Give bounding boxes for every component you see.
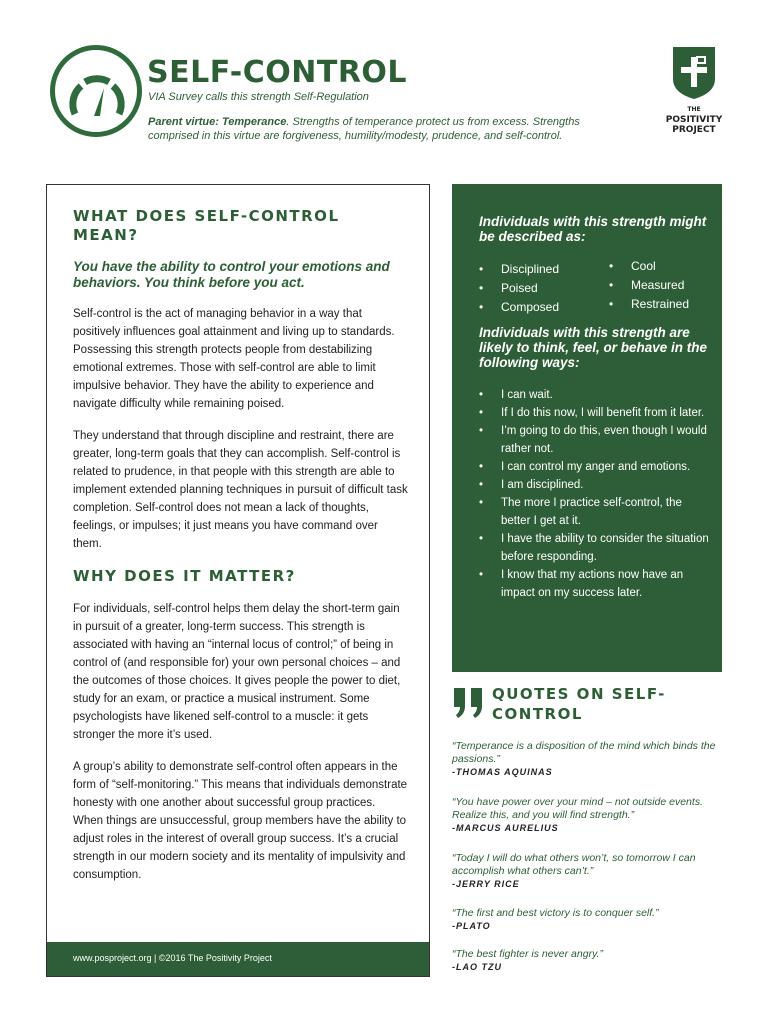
positivity-project-logo [650,45,738,135]
list-item: • Cool [609,257,689,276]
described-heading: Individuals with this strength might be described as: [479,214,707,244]
gauge-logo [50,45,142,137]
page-title: SELF-CONTROL [147,55,408,90]
quote-author: -PLATO [452,921,491,931]
parent-virtue [148,115,608,143]
quote-item [452,948,732,974]
matter-heading: WHY DOES IT MATTER? [73,567,296,585]
ways-heading: Individuals with this strength are likely to think, feel, or behave in the following ways: [479,325,708,370]
list-item: • If I do this now, I will benefit from it later. [479,404,709,422]
quote-text: “The best fighter is never angry.” [452,948,603,960]
quote-item [452,852,732,891]
meaning-panel [46,184,430,977]
list-item: • I have the ability to consider the situation before responding. [479,530,709,566]
meaning-heading: WHAT DOES SELF-CONTROL MEAN? [73,207,340,244]
quote-text: “Temperance is a disposition of the mind which binds the passions.” [452,740,716,765]
parent-virtue-text: . Strengths of temperance protect us from excess. Strengths comprised in this virtue are forgiveness, humility/modesty, prudence, and self-control. [148,116,580,142]
parent-virtue-label: Parent virtue: Temperance [148,116,287,128]
list-item: • I can wait. [479,386,709,404]
list-item: • I can control my anger and emotions. [479,458,709,476]
quote-text: “Today I will do what others won’t, so tomorrow I can accomplish what others can’t.” [452,852,696,877]
org-name-line2: PROJECT [672,125,716,135]
traits-panel [452,184,722,672]
gauge-icon [67,64,127,120]
quote-item [452,740,732,779]
quote-author: -THOMAS AQUINAS [452,767,553,777]
quote-author: -JERRY RICE [452,879,520,889]
list-item: • Measured [609,276,689,295]
shield-plus-icon [669,45,719,101]
footer-bar [47,942,429,976]
page-subtitle: VIA Survey calls this strength Self-Regulation [148,91,369,103]
described-list-2 [609,257,689,314]
meaning-paragraph-2: They understand that through discipline and restraint, there are greater, long-term goals that they can accomplish. Self-control is related to prudence, in that people with this strength are able to implement extended planning techniques in pursuit of difficult task completion. Self-control does not mean a lack of thoughts, feelings, or impulses; it just means you have command over them. [73,430,408,550]
org-name-small: THE [687,106,701,113]
meaning-lead: You have the ability to control your emotions and behaviors. You think before you act. [73,259,390,290]
list-item: • I’m going to do this, even though I would rather not. [479,422,709,458]
list-item: • Disciplined [479,260,559,279]
list-item: • Composed [479,298,559,317]
list-item: • Restrained [609,295,689,314]
list-item: • I know that my actions now have an impact on my success later. [479,566,709,602]
quote-mark-icon [452,688,486,718]
meaning-paragraph-1: Self-control is the act of managing behavior in a way that positively influences goal attainment and living up to standards. Possessing this strength protects people from destabilizing emotional extremes. Those with self-control are able to limit impulsive behavior. They have the ability to experience and navigate difficulty while remaining poised. [73,308,395,410]
org-name [650,105,738,135]
org-name-line1: POSITIVITY [665,115,723,125]
matter-paragraph-2: A group’s ability to demonstrate self-control often appears in the form of “self-monitoring.” This means that individuals demonstrate honesty with one another about successful group practices. When things are unsuccessful, group members have the ability to adjust roles in the interest of overall group success. It’s a crucial strength in our modern society and its mentality of impulsivity and consumption. [73,761,408,881]
quote-item [452,796,732,835]
ways-list [479,386,709,602]
list-item: • Poised [479,279,559,298]
matter-paragraph-1: For individuals, self-control helps them delay the short-term gain in pursuit of a greater, long-term success. This strength is associated with having an “internal locus of control;” of being in control of (and responsible for) your own personal choices – and the outcomes of those choices. It gives people the power to diet, study for an exam, or practice a musical instrument. Some psychologists have likened self-control to a muscle: it gets stronger the more it’s used. [73,603,401,741]
list-item: • The more I practice self-control, the better I get at it. [479,494,709,530]
quote-text: “The first and best victory is to conquer self.” [452,907,659,919]
quote-author: -MARCUS AURELIUS [452,823,559,833]
described-list-1 [479,260,559,317]
quote-author: -LAO TZU [452,962,502,972]
quotes-heading: QUOTES ON SELF-CONTROL [492,685,666,723]
quote-text: “You have power over your mind – not outside events. Realize this, and you will find strength.” [452,796,703,821]
footer-text: www.posproject.org | ©2016 The Positivity Project [73,953,272,963]
list-item: • I am disciplined. [479,476,709,494]
quote-item [452,907,732,933]
